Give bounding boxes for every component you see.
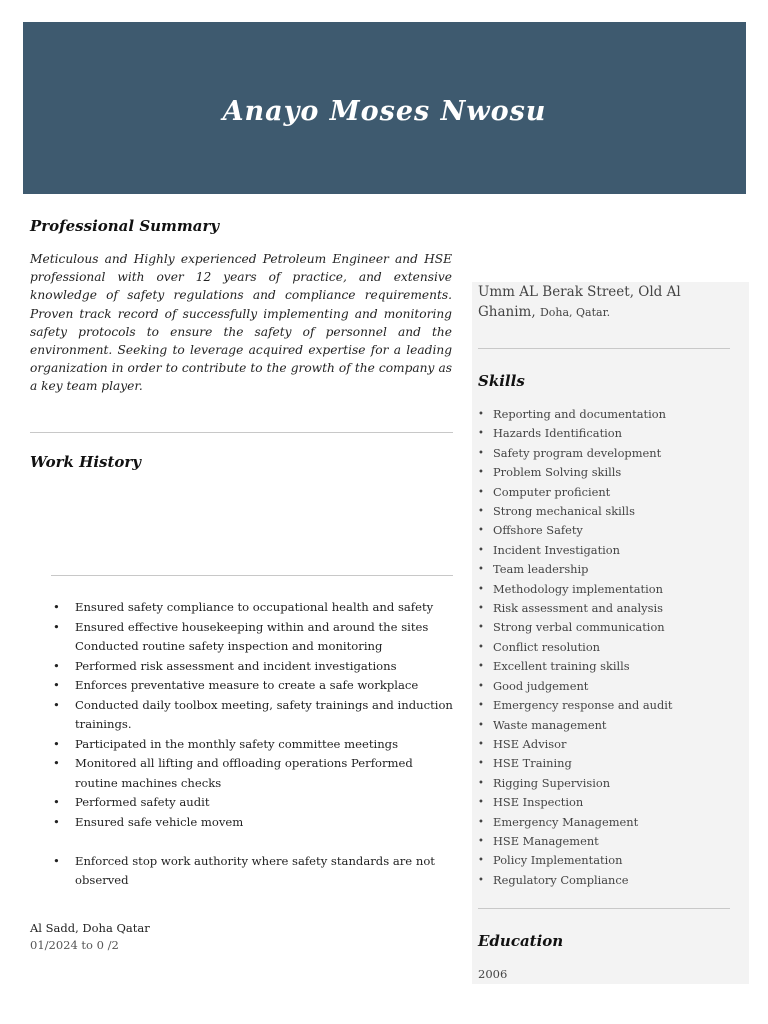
skill-item: • Strong verbal communication [477, 618, 737, 637]
skill-item: • HSE Management [477, 832, 737, 851]
work-location-block [30, 920, 150, 954]
work-location: Al Sadd, Doha Qatar [30, 921, 150, 935]
skill-item: • Safety program development [477, 444, 737, 463]
skill-item: • Computer proficient [477, 483, 737, 502]
address-main: Umm AL Berak Street, Old Al Ghanim, [478, 284, 681, 320]
skill-item: • Conflict resolution [477, 638, 737, 657]
list-item: • Performed risk assessment and incident investigations [51, 657, 453, 677]
skill-item: • HSE Advisor [477, 735, 737, 754]
summary-text: Meticulous and Highly experienced Petroleum Engineer and HSE professional with over 12 years of practice, and extensive knowledge of safety regulations and compliance requirements. Proven track record of successfully implementing and monitoring safety protocols to ensure the safety of personnel and the environment. Seeking to leverage acquired expertise for a leading organization in order to contribute to the growth of the company as a key team player. [30, 252, 452, 394]
divider [51, 575, 453, 576]
list-item: • Conducted daily toolbox meeting, safety trainings and induction trainings. [51, 696, 453, 735]
skill-item: • Waste management [477, 716, 737, 735]
divider [478, 908, 730, 909]
skill-item: • Rigging Supervision [477, 774, 737, 793]
skill-item: • HSE Training [477, 754, 737, 773]
skill-item: • Regulatory Compliance [477, 871, 737, 890]
education-heading: Education [478, 932, 564, 950]
list-item: • Monitored all lifting and offloading operations Performed routine machines checks [51, 754, 453, 793]
work-history-heading: Work History [30, 453, 142, 471]
skill-item: • Policy Implementation [477, 851, 737, 870]
skill-item: • Strong mechanical skills [477, 502, 737, 521]
skills-heading: Skills [478, 372, 525, 390]
sidebar-top-area [472, 194, 749, 282]
skill-item: • Hazards Identification [477, 424, 737, 443]
skill-item: • Excellent training skills [477, 657, 737, 676]
contact-address [478, 282, 728, 323]
skill-item: • Reporting and documentation [477, 405, 737, 424]
list-item: • Enforces preventative measure to create a safe workplace [51, 676, 453, 696]
skill-item: • Risk assessment and analysis [477, 599, 737, 618]
education-year: 2006 [478, 967, 508, 981]
divider [478, 348, 730, 349]
list-item: • Ensured effective housekeeping within and around the sites Conducted routine safety inspection and monitoring [51, 618, 453, 657]
list-item: • Ensured safe vehicle movem [51, 813, 453, 833]
summary-heading: Professional Summary [30, 217, 220, 235]
skill-item: • HSE Inspection [477, 793, 737, 812]
work-dates: 01/2024 to 0 /2 [30, 938, 119, 952]
skill-item: • Good judgement [477, 677, 737, 696]
work-duties-list [51, 598, 453, 891]
skill-item: • Team leadership [477, 560, 737, 579]
list-item: • Ensured safety compliance to occupational health and safety [51, 598, 453, 618]
candidate-name: Anayo Moses Nwosu [222, 96, 547, 127]
list-item: • Participated in the monthly safety committee meetings [51, 735, 453, 755]
skills-list [477, 405, 737, 890]
skill-item: • Offshore Safety [477, 521, 737, 540]
skill-item: • Methodology implementation [477, 580, 737, 599]
skill-item: • Emergency Management [477, 813, 737, 832]
address-city: Doha, Qatar. [539, 306, 611, 319]
skill-item: • Problem Solving skills [477, 463, 737, 482]
skill-item: • Emergency response and audit [477, 696, 737, 715]
list-item: • Enforced stop work authority where safety standards are not observed [51, 852, 453, 891]
skill-item: • Incident Investigation [477, 541, 737, 560]
header-banner [23, 22, 746, 194]
divider [30, 432, 453, 433]
list-item: • Performed safety audit [51, 793, 453, 813]
